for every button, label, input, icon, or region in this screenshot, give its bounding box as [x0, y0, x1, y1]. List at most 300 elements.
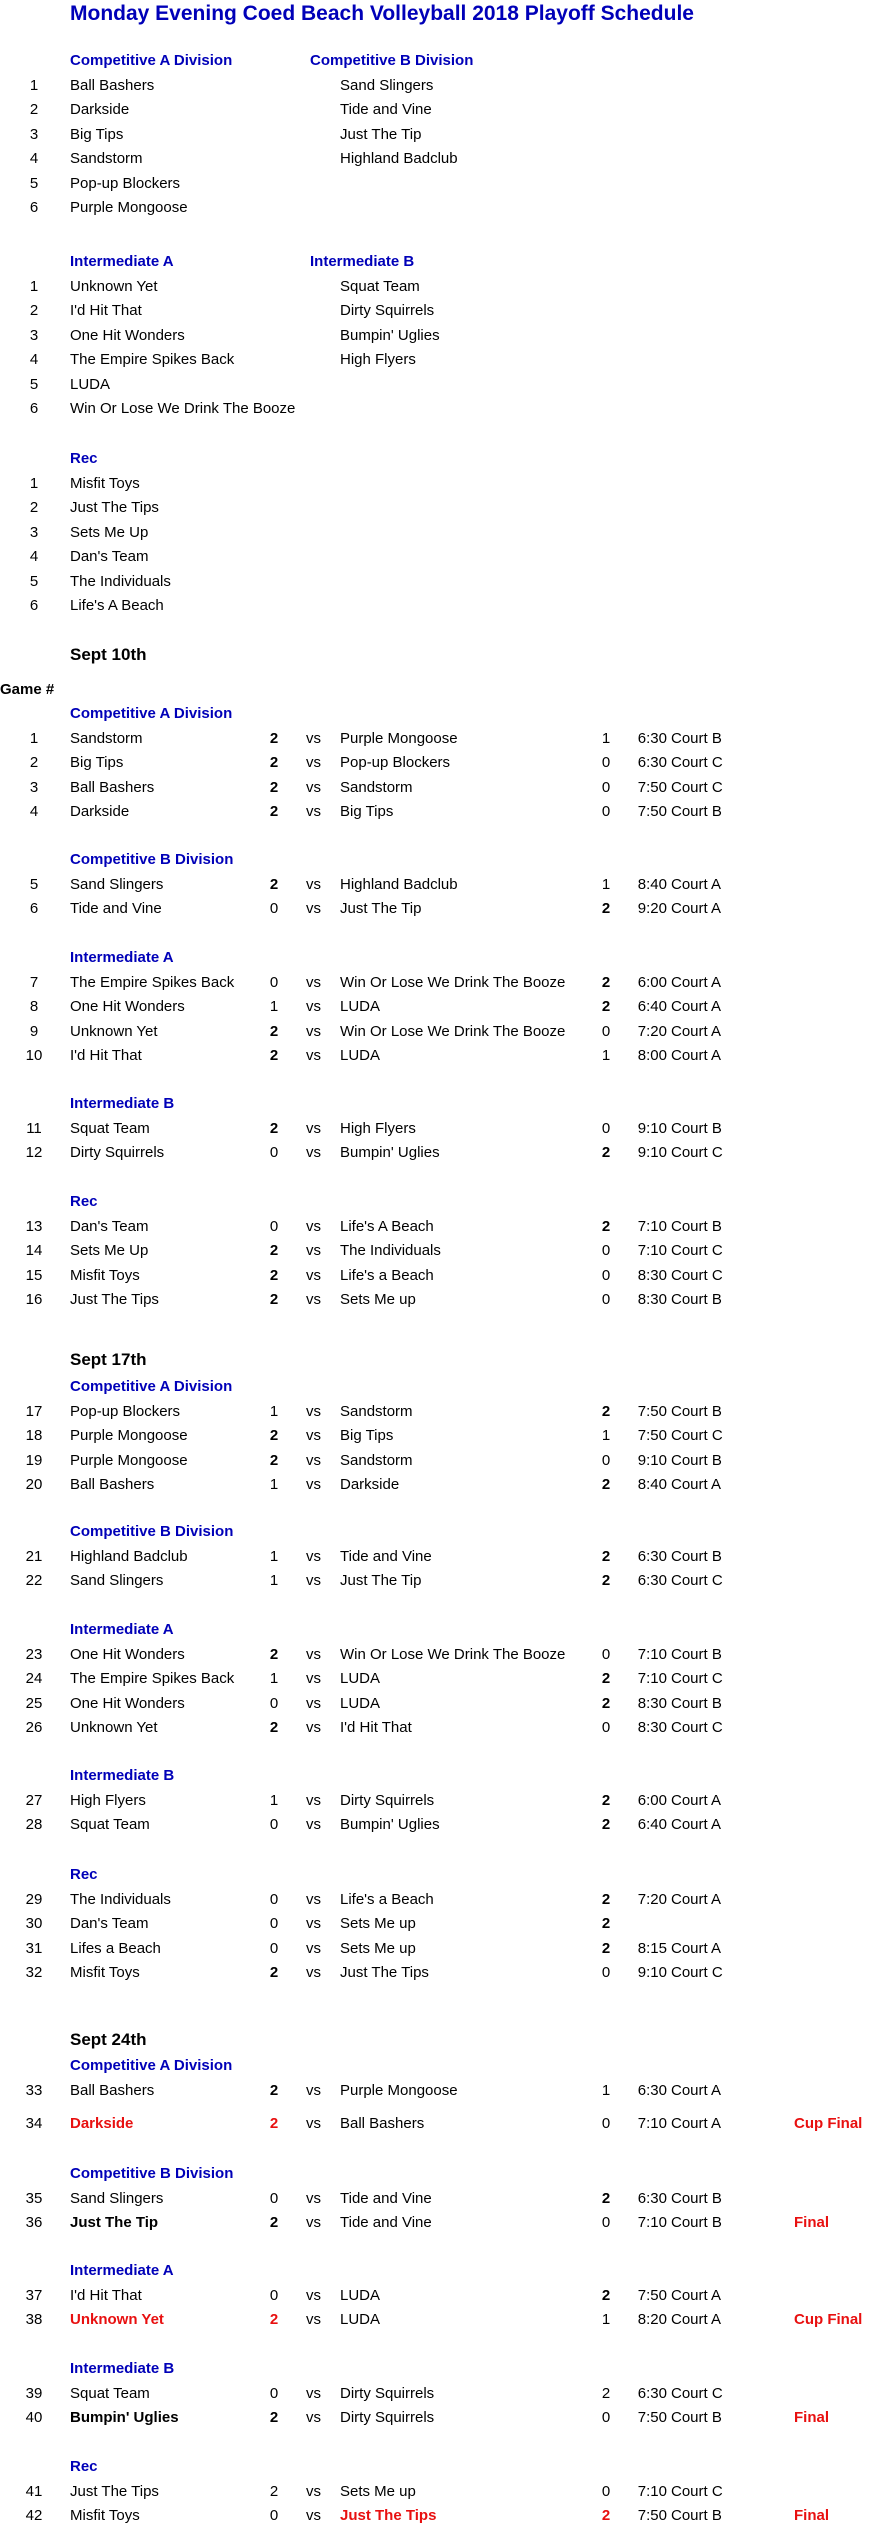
team-a: Ball Bashers — [70, 1476, 155, 1494]
seed-row — [0, 199, 870, 221]
final-label: Cup Final — [794, 2115, 863, 2133]
team-b: Tide and Vine — [340, 2190, 432, 2207]
game-row — [0, 2115, 870, 2137]
score-b: 0 — [601, 1964, 611, 1982]
score-a: 1 — [269, 1572, 279, 1590]
seed-number: 5 — [29, 174, 39, 192]
court: Court B — [671, 2507, 722, 2525]
final-label: Final — [794, 2214, 830, 2232]
group-heading: Competitive B Division — [70, 2165, 234, 2182]
team-b: Life's A Beach — [340, 1218, 434, 1235]
vs-label: vs — [306, 1144, 321, 1162]
score-a: 2 — [269, 1242, 279, 1260]
score-b: 0 — [601, 1120, 611, 1137]
vs-label: vs — [306, 1242, 321, 1260]
seed-row — [0, 77, 870, 99]
team-name: Unknown Yet — [70, 278, 158, 295]
score-b: 2 — [601, 998, 611, 1016]
score-a: 2 — [269, 1964, 279, 1982]
score-a: 0 — [269, 1694, 279, 1712]
score-b: 2 — [601, 1218, 611, 1235]
game-number: 9 — [29, 1022, 39, 1040]
game-time: 8:00 — [637, 1047, 667, 1065]
score-a: 0 — [269, 2385, 279, 2402]
game-number: 5 — [29, 876, 39, 893]
game-number: 24 — [25, 1670, 43, 1688]
group-heading: Competitive A Division — [70, 2057, 233, 2074]
seed-number: 6 — [29, 400, 39, 417]
court: Court C — [671, 1266, 723, 1284]
vs-label: vs — [306, 2115, 321, 2133]
team-b: I'd Hit That — [340, 1719, 412, 1737]
score-a: 2 — [269, 1646, 279, 1663]
score-a: 1 — [269, 1792, 279, 1809]
seed-number: 4 — [29, 150, 39, 168]
score-b: 0 — [601, 1266, 611, 1284]
team-b: Big Tips — [340, 803, 394, 821]
team-b: Sandstorm — [340, 778, 413, 796]
court: Court B — [671, 2409, 722, 2427]
game-number-header: Game # — [0, 681, 55, 698]
game-time: 8:30 — [637, 1291, 667, 1309]
seed-number: 4 — [29, 548, 39, 566]
team-a: Sand Slingers — [70, 1572, 164, 1590]
court: Court C — [671, 1144, 723, 1162]
team-a: Just The Tips — [70, 2483, 159, 2500]
team-name: Win Or Lose We Drink The Booze — [70, 400, 296, 417]
seed-number: 5 — [29, 572, 39, 590]
score-a: 0 — [269, 1891, 279, 1908]
court: Court A — [671, 2082, 722, 2099]
team-b: Life's a Beach — [340, 1266, 434, 1284]
team-name: Highland Badclub — [340, 150, 458, 168]
seed-number: 5 — [29, 375, 39, 393]
seed-row — [0, 376, 870, 398]
game-number: 13 — [25, 1218, 43, 1235]
vs-label: vs — [306, 1792, 321, 1809]
vs-label: vs — [306, 1291, 321, 1309]
team-name: Big Tips — [70, 125, 124, 143]
score-b: 2 — [601, 1891, 611, 1908]
team-name: Bumpin' Uglies — [340, 326, 440, 344]
vs-label: vs — [306, 1451, 321, 1469]
game-number: 21 — [25, 1548, 43, 1565]
game-number: 28 — [25, 1816, 43, 1834]
game-time: 7:10 — [637, 1218, 667, 1235]
seed-number: 4 — [29, 351, 39, 369]
game-row — [0, 2214, 870, 2236]
score-a: 2 — [269, 1451, 279, 1469]
group-heading: Competitive A Division — [70, 1378, 233, 1395]
team-b: Tide and Vine — [340, 2214, 432, 2232]
game-time: 8:20 — [637, 2311, 667, 2329]
court: Court A — [671, 998, 722, 1016]
score-a: 2 — [269, 1022, 279, 1040]
game-row — [0, 2507, 870, 2529]
game-row — [0, 2311, 870, 2333]
team-b: Purple Mongoose — [340, 2082, 458, 2099]
team-b: Sandstorm — [340, 1451, 413, 1469]
team-a: One Hit Wonders — [70, 1646, 185, 1663]
court: Court A — [671, 1022, 722, 1040]
team-b: Highland Badclub — [340, 876, 458, 893]
score-b: 0 — [601, 1646, 611, 1663]
court: Court A — [671, 974, 722, 991]
game-number: 32 — [25, 1964, 43, 1982]
score-a: 2 — [269, 1719, 279, 1737]
game-number: 25 — [25, 1694, 43, 1712]
game-row — [0, 1816, 870, 1838]
team-b: Bumpin' Uglies — [340, 1816, 440, 1834]
game-row — [0, 2483, 870, 2505]
game-time: 7:50 — [637, 2287, 667, 2304]
team-b: Big Tips — [340, 1427, 394, 1445]
group-heading: Rec — [70, 1866, 98, 1883]
score-a: 2 — [269, 1427, 279, 1445]
team-b: Win Or Lose We Drink The Booze — [340, 1022, 566, 1040]
vs-label: vs — [306, 1670, 321, 1688]
game-row — [0, 1940, 870, 1962]
court: Court C — [671, 754, 723, 772]
game-row — [0, 1891, 870, 1913]
team-b: The Individuals — [340, 1242, 441, 1260]
group-heading: Competitive B Division — [70, 851, 234, 868]
seed-number: 2 — [29, 101, 39, 119]
team-a: Dan's Team — [70, 1915, 149, 1933]
score-b: 1 — [601, 730, 611, 747]
team-a: Misfit Toys — [70, 2507, 140, 2525]
game-number: 42 — [25, 2507, 43, 2525]
game-number: 41 — [25, 2483, 43, 2500]
team-a: Darkside — [70, 2115, 134, 2133]
game-time: 7:50 — [637, 1403, 667, 1420]
game-number: 15 — [25, 1266, 43, 1284]
team-a: Lifes a Beach — [70, 1939, 161, 1957]
team-b: Dirty Squirrels — [340, 2409, 435, 2427]
team-a: Bumpin' Uglies — [70, 2409, 179, 2427]
vs-label: vs — [306, 1403, 321, 1420]
game-time: 6:30 — [637, 2082, 667, 2099]
score-b: 2 — [601, 2287, 611, 2304]
division-heading: Competitive B Division — [310, 52, 474, 69]
score-b: 2 — [601, 1939, 611, 1957]
team-b: Ball Bashers — [340, 2115, 425, 2133]
page-title: Monday Evening Coed Beach Volleyball 2018 Playoff Schedule — [70, 2, 694, 25]
game-number: 8 — [29, 998, 39, 1016]
score-b: 0 — [601, 1022, 611, 1040]
court: Court C — [671, 2385, 723, 2402]
team-name: Just The Tip — [340, 125, 422, 143]
court: Court A — [671, 2287, 722, 2304]
team-name: Darkside — [70, 101, 130, 119]
score-a: 2 — [269, 754, 279, 772]
game-row — [0, 1267, 870, 1289]
game-row — [0, 1670, 870, 1692]
vs-label: vs — [306, 1476, 321, 1494]
team-b: Just The Tips — [340, 1964, 429, 1982]
vs-label: vs — [306, 1047, 321, 1065]
game-number: 26 — [25, 1719, 43, 1737]
team-name: Sandstorm — [70, 150, 143, 168]
vs-label: vs — [306, 2082, 321, 2099]
team-a: The Empire Spikes Back — [70, 1670, 235, 1688]
game-time: 6:30 — [637, 754, 667, 772]
division-heading: Intermediate A — [70, 253, 174, 270]
team-a: One Hit Wonders — [70, 1694, 185, 1712]
score-b: 0 — [601, 1242, 611, 1260]
game-time: 7:10 — [637, 1242, 667, 1260]
team-a: Sandstorm — [70, 730, 143, 747]
team-b: Just The Tip — [340, 1572, 422, 1590]
court: Court C — [671, 1670, 723, 1688]
team-a: Squat Team — [70, 1120, 150, 1137]
team-name: Ball Bashers — [70, 77, 155, 94]
score-b: 2 — [601, 2385, 611, 2402]
game-time: 8:40 — [637, 876, 667, 893]
seed-number: 6 — [29, 199, 39, 216]
game-number: 12 — [25, 1144, 43, 1162]
game-row — [0, 1719, 870, 1741]
team-a: Dan's Team — [70, 1218, 149, 1235]
vs-label: vs — [306, 1816, 321, 1834]
team-a: High Flyers — [70, 1792, 146, 1809]
team-name: Sand Slingers — [340, 77, 434, 94]
court: Court A — [671, 1047, 722, 1065]
court: Court C — [671, 1427, 723, 1445]
score-a: 1 — [269, 1403, 279, 1420]
team-b: Pop-up Blockers — [340, 754, 451, 772]
score-b: 0 — [601, 778, 611, 796]
game-time: 9:10 — [637, 1120, 667, 1137]
vs-label: vs — [306, 2483, 321, 2500]
team-b: Tide and Vine — [340, 1548, 432, 1565]
game-time: 7:10 — [637, 1670, 667, 1688]
score-a: 0 — [269, 2287, 279, 2304]
vs-label: vs — [306, 1427, 321, 1445]
vs-label: vs — [306, 876, 321, 893]
group-heading: Intermediate A — [70, 949, 174, 966]
seed-row — [0, 524, 870, 546]
score-b: 0 — [601, 2115, 611, 2133]
score-b: 1 — [601, 2082, 611, 2099]
vs-label: vs — [306, 900, 321, 918]
score-b: 2 — [601, 1572, 611, 1590]
team-b: LUDA — [340, 1670, 381, 1688]
team-a: Tide and Vine — [70, 900, 162, 918]
score-b: 2 — [601, 1403, 611, 1420]
final-label: Cup Final — [794, 2311, 863, 2329]
score-b: 0 — [601, 2214, 611, 2232]
court: Court B — [671, 2190, 722, 2207]
score-a: 2 — [269, 730, 279, 747]
score-b: 2 — [601, 2507, 611, 2525]
team-b: Purple Mongoose — [340, 730, 458, 747]
game-row — [0, 1427, 870, 1449]
score-b: 1 — [601, 1047, 611, 1065]
score-b: 2 — [601, 1144, 611, 1162]
score-a: 2 — [269, 2214, 279, 2232]
score-a: 2 — [269, 1266, 279, 1284]
team-b: Just The Tips — [340, 2507, 437, 2525]
court: Court A — [671, 2311, 722, 2329]
game-row — [0, 1695, 870, 1717]
team-a: One Hit Wonders — [70, 998, 185, 1016]
score-b: 0 — [601, 1291, 611, 1309]
game-time: 9:10 — [637, 1144, 667, 1162]
game-time: 6:40 — [637, 998, 667, 1016]
score-b: 0 — [601, 1451, 611, 1469]
game-row — [0, 1403, 870, 1425]
court: Court C — [671, 2483, 723, 2500]
seed-row — [0, 101, 870, 123]
team-b: Life's a Beach — [340, 1891, 434, 1908]
team-b: LUDA — [340, 1047, 381, 1065]
team-name: Dan's Team — [70, 548, 149, 566]
vs-label: vs — [306, 1964, 321, 1982]
team-b: Sets Me up — [340, 1915, 416, 1933]
court: Court B — [671, 2214, 722, 2232]
game-row — [0, 1120, 870, 1142]
score-b: 1 — [601, 2311, 611, 2329]
game-time: 7:20 — [637, 1022, 667, 1040]
game-number: 30 — [25, 1915, 43, 1933]
game-time: 8:40 — [637, 1476, 667, 1494]
seed-number: 6 — [29, 597, 39, 614]
score-a: 0 — [269, 974, 279, 991]
team-a: Squat Team — [70, 1816, 150, 1834]
team-b: Just The Tip — [340, 900, 422, 918]
seed-row — [0, 351, 870, 373]
seed-row — [0, 400, 870, 422]
score-a: 1 — [269, 1476, 279, 1494]
team-a: Just The Tips — [70, 1291, 159, 1309]
team-name: Life's A Beach — [70, 597, 164, 614]
game-row — [0, 2082, 870, 2104]
score-a: 0 — [269, 2190, 279, 2207]
vs-label: vs — [306, 1939, 321, 1957]
score-b: 2 — [601, 1792, 611, 1809]
game-row — [0, 1218, 870, 1240]
game-row — [0, 1023, 870, 1045]
court: Court C — [671, 1572, 723, 1590]
seed-row — [0, 150, 870, 172]
team-b: Dirty Squirrels — [340, 2385, 435, 2402]
team-name: Purple Mongoose — [70, 199, 188, 216]
score-a: 2 — [269, 1120, 279, 1137]
vs-label: vs — [306, 803, 321, 821]
score-a: 2 — [269, 2115, 279, 2133]
vs-label: vs — [306, 2385, 321, 2402]
game-row — [0, 1548, 870, 1570]
game-row — [0, 974, 870, 996]
team-name: One Hit Wonders — [70, 326, 185, 344]
game-row — [0, 730, 870, 752]
seed-row — [0, 278, 870, 300]
team-b: Sets Me up — [340, 1939, 416, 1957]
seed-row — [0, 548, 870, 570]
team-a: The Individuals — [70, 1891, 171, 1908]
court: Court B — [671, 1646, 722, 1663]
seed-row — [0, 597, 870, 619]
game-number: 35 — [25, 2190, 43, 2207]
game-row — [0, 1047, 870, 1069]
vs-label: vs — [306, 1646, 321, 1663]
score-b: 2 — [601, 1694, 611, 1712]
game-time: 6:30 — [637, 730, 667, 747]
game-row — [0, 1572, 870, 1594]
seed-number: 1 — [29, 475, 39, 492]
seed-row — [0, 175, 870, 197]
team-a: Purple Mongoose — [70, 1427, 188, 1445]
game-number: 4 — [29, 803, 39, 821]
game-row — [0, 998, 870, 1020]
game-time: 9:10 — [637, 1451, 667, 1469]
court: Court B — [671, 803, 722, 821]
team-b: LUDA — [340, 1694, 381, 1712]
vs-label: vs — [306, 730, 321, 747]
vs-label: vs — [306, 1719, 321, 1737]
court: Court C — [671, 778, 723, 796]
week-date: Sept 24th — [70, 2030, 147, 2049]
game-time: 7:10 — [637, 2214, 667, 2232]
group-heading: Intermediate A — [70, 2262, 174, 2279]
seed-number: 2 — [29, 302, 39, 320]
score-b: 2 — [601, 974, 611, 991]
vs-label: vs — [306, 1891, 321, 1908]
team-name: The Empire Spikes Back — [70, 351, 235, 369]
game-time: 7:50 — [637, 2507, 667, 2525]
score-b: 2 — [601, 1670, 611, 1688]
score-a: 2 — [269, 2483, 279, 2500]
seed-number: 1 — [29, 278, 39, 295]
final-label: Final — [794, 2409, 830, 2427]
court: Court B — [671, 1403, 722, 1420]
team-a: Sand Slingers — [70, 876, 164, 893]
game-number: 6 — [29, 900, 39, 918]
court: Court B — [671, 1694, 722, 1712]
team-b: Sets Me up — [340, 1291, 416, 1309]
score-b: 1 — [601, 876, 611, 893]
score-a: 2 — [269, 803, 279, 821]
game-time: 6:40 — [637, 1816, 667, 1834]
vs-label: vs — [306, 1694, 321, 1712]
game-number: 22 — [25, 1572, 43, 1590]
group-heading: Competitive A Division — [70, 705, 233, 722]
game-row — [0, 876, 870, 898]
court: Court A — [671, 876, 722, 893]
team-b: Win Or Lose We Drink The Booze — [340, 1646, 566, 1663]
game-row — [0, 2409, 870, 2431]
final-label: Final — [794, 2507, 830, 2525]
vs-label: vs — [306, 1915, 321, 1933]
game-time: 7:50 — [637, 2409, 667, 2427]
court: Court B — [671, 730, 722, 747]
team-name: I'd Hit That — [70, 302, 142, 320]
game-row — [0, 1964, 870, 1986]
score-b: 0 — [601, 2483, 611, 2500]
score-b: 2 — [601, 900, 611, 918]
game-number: 17 — [25, 1403, 43, 1420]
division-heading: Competitive A Division — [70, 52, 233, 69]
court: Court C — [671, 1242, 723, 1260]
game-time: 7:10 — [637, 2115, 667, 2133]
team-b: LUDA — [340, 998, 381, 1016]
score-a: 0 — [269, 1915, 279, 1933]
game-time: 8:15 — [637, 1939, 667, 1957]
group-heading: Competitive B Division — [70, 1523, 234, 1540]
team-a: Ball Bashers — [70, 778, 155, 796]
team-name: Pop-up Blockers — [70, 174, 181, 192]
